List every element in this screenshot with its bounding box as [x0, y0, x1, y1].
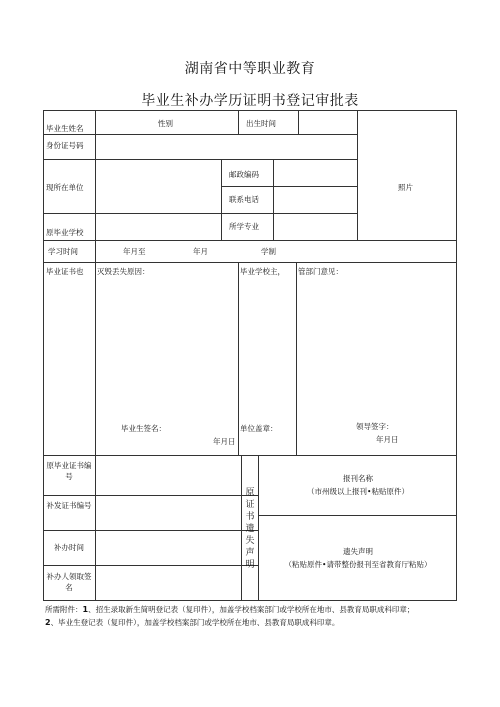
- note-item-1: [45, 603, 457, 616]
- form-title-line1: 湖南省中等职业教育: [184, 61, 316, 77]
- col-line: [298, 110, 299, 134]
- border-right: [456, 110, 457, 601]
- unit-seal-label: 单位盖章：: [240, 424, 278, 433]
- workplace-label: 现所在单位: [46, 183, 84, 192]
- form-title-line2: 毕业生补办学历证明书登记审批表: [141, 93, 359, 109]
- col-line: [238, 110, 239, 134]
- dept-opinion-label: 管部门意见：: [298, 267, 343, 276]
- reissue-time-label: 补办时间: [54, 543, 84, 552]
- attachment-notes: [45, 603, 457, 629]
- row-line: [43, 262, 457, 263]
- row-line: [258, 515, 457, 516]
- leader-sign-label: 领导签字：: [356, 422, 394, 431]
- journal-name-note: （市州级以上报刊•粘贴原件）: [307, 487, 409, 496]
- row-line: [43, 240, 457, 241]
- row-line: [43, 213, 357, 214]
- attachments-label: 所需附件：: [45, 605, 83, 614]
- col-line: [273, 159, 274, 240]
- name-label: 毕业生姓名: [46, 124, 84, 133]
- loss-reason-label: 灭毁丢失原因：: [97, 267, 150, 276]
- journal-name-label: 报刊名称: [343, 474, 373, 483]
- collector-sign-label: 补办人领取签名: [46, 572, 92, 592]
- col-line: [95, 110, 96, 601]
- loss-statement-label: 遗失声明: [343, 547, 373, 556]
- row-line: [43, 134, 357, 135]
- duration-label: 学制: [261, 247, 276, 256]
- col-line: [238, 262, 239, 455]
- school-label: 原毕业学校: [46, 228, 84, 237]
- certificate-label: 毕业证书也: [46, 267, 84, 276]
- study-from: 年月至: [123, 247, 146, 256]
- row-line: [43, 530, 258, 531]
- postcode-label: 邮政编码: [229, 170, 259, 179]
- student-sign-label: 毕业生签名：: [121, 424, 166, 433]
- row-line: [43, 565, 258, 566]
- reissue-cert-no-label: 补发证书编号: [46, 501, 92, 510]
- col-line: [241, 455, 242, 601]
- col-line: [221, 159, 222, 240]
- date-left: 年月日: [213, 437, 236, 446]
- photo-label: 照片: [398, 183, 413, 192]
- note-number: 1: [82, 605, 89, 614]
- row-line: [43, 455, 457, 456]
- study-time-label: 学习时间: [48, 247, 78, 256]
- border-bottom: [43, 600, 457, 601]
- row-line: [43, 495, 258, 496]
- note-number: 2: [45, 618, 51, 627]
- note-item-2: [45, 616, 457, 629]
- gender-label: 性别: [158, 119, 173, 128]
- note-text: 、招生录取新生简明登记表（复印件），加盖学校档案部门或学校所在地市、县教育局职成科印章；: [88, 605, 415, 614]
- registration-form-table: [43, 110, 457, 601]
- border-left: [43, 110, 44, 601]
- row-line: [221, 186, 357, 187]
- date-right: 年月日: [376, 435, 399, 444]
- loss-statement-note: （粘贴原件•请带整份报刊至省教育厅粘贴）: [284, 560, 432, 569]
- orig-cert-no-label: 原毕业证书编号: [46, 461, 92, 481]
- major-label: 所学专业: [229, 222, 259, 231]
- note-text: 、毕业生登记表（复印件），加盖学校档案部门或学校所在地市、县教育局职成科印章。: [50, 618, 340, 627]
- col-line: [296, 262, 297, 455]
- birth-time-label: 出生时间: [246, 119, 276, 128]
- border-top: [43, 110, 457, 111]
- loss-statement-vertical: 原证书遗失声明: [245, 488, 255, 570]
- row-line: [43, 159, 357, 160]
- id-number-label: 身份证号码: [46, 141, 84, 150]
- school-head-label: 毕业学校主，: [240, 267, 285, 276]
- col-line: [357, 110, 358, 240]
- phone-label: 联系电话: [229, 195, 259, 204]
- study-to: 年月: [193, 247, 208, 256]
